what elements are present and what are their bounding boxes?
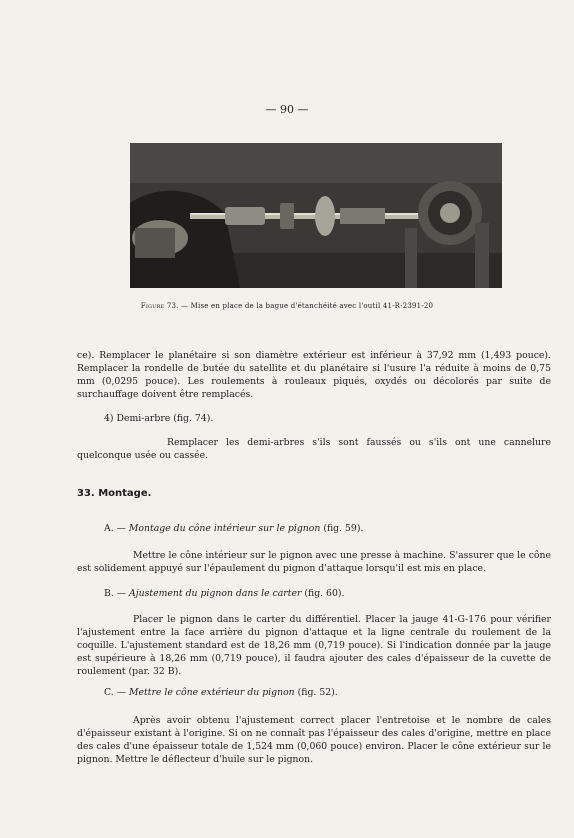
- subheading-c-label: C. —: [104, 687, 129, 698]
- tool-assembly-illustration: [130, 143, 502, 288]
- subheading-c: [104, 686, 338, 699]
- figure-photo: [130, 143, 502, 288]
- subheading-a: [104, 522, 363, 535]
- paragraph-planetaire: ce). Remplacer le planétaire si son diamètre extérieur est inférieur à 37,92 mm (1,493 pouce). Remplacer la rondelle de butée du satellite et du planétaire si l'usure l'a réduite à moins de 0,75 mm (0,0295 pouce). Les roulements à rouleaux piqués, oxydés ou décolorés par suite de surchauffage doivent être remplacés.: [77, 350, 551, 400]
- paragraph-b: Placer le pignon dans le carter du différentiel. Placer la jauge 41-G-176 pour vérifier l'ajustement entre la face arrière du pignon d'attaque et la ligne centrale du roulement de la coquille. L'ajustement standard est de 18,26 mm (0,719 pouce). Si l'indication donnée par la jauge est supérieure à 18,26 mm (0,719 pouce), il faudra ajouter des cales d'épaisseur de la cuvette de roulement (par. 32 B).: [77, 614, 551, 677]
- figure-caption: [0, 302, 574, 310]
- paragraph-demi-arbres: Remplacer les demi-arbres s'ils sont faussés ou s'ils ont une cannelure quelconque usée ou cassée.: [77, 437, 551, 461]
- item-demi-arbre: 4) Demi-arbre (fig. 74).: [104, 413, 214, 424]
- subheading-b-title: Ajustement du pignon dans le carter: [129, 588, 302, 599]
- figure-label: Figure 73.: [140, 302, 179, 310]
- figure-caption-text: — Mise en place de la bague d'étanchéité avec l'outil 41-R-2391-20: [178, 302, 434, 310]
- page-number: — 90 —: [265, 103, 309, 116]
- paragraph-c: Après avoir obtenu l'ajustement correct placer l'entretoise et le nombre de cales d'épaisseur existant à l'origine. Si on ne connaît pas l'épaisseur des cales d'origine, mettre en place des cales d'une épaisseur totale de 1,524 mm (0,060 pouce) environ. Placer le cône extérieur sur le pignon. Mettre le déflecteur d'huile sur le pignon.: [77, 715, 551, 765]
- subheading-a-title: Montage du cône intérieur sur le pignon: [128, 523, 321, 534]
- subheading-b: [104, 587, 344, 600]
- subheading-a-ref: (fig. 59).: [320, 523, 364, 534]
- subheading-c-ref: (fig. 52).: [294, 687, 338, 698]
- section-heading-montage: 33. Montage.: [77, 488, 152, 499]
- subheading-c-title: Mettre le cône extérieur du pignon: [128, 687, 295, 698]
- subheading-a-label: A. —: [104, 523, 129, 534]
- subheading-b-ref: (fig. 60).: [301, 588, 345, 599]
- subheading-b-label: B. —: [104, 588, 129, 599]
- paragraph-a: Mettre le cône intérieur sur le pignon avec une presse à machine. S'assurer que le cône est solidement appuyé sur l'épaulement du pignon d'attaque lorsqu'il est mis en place.: [77, 550, 551, 574]
